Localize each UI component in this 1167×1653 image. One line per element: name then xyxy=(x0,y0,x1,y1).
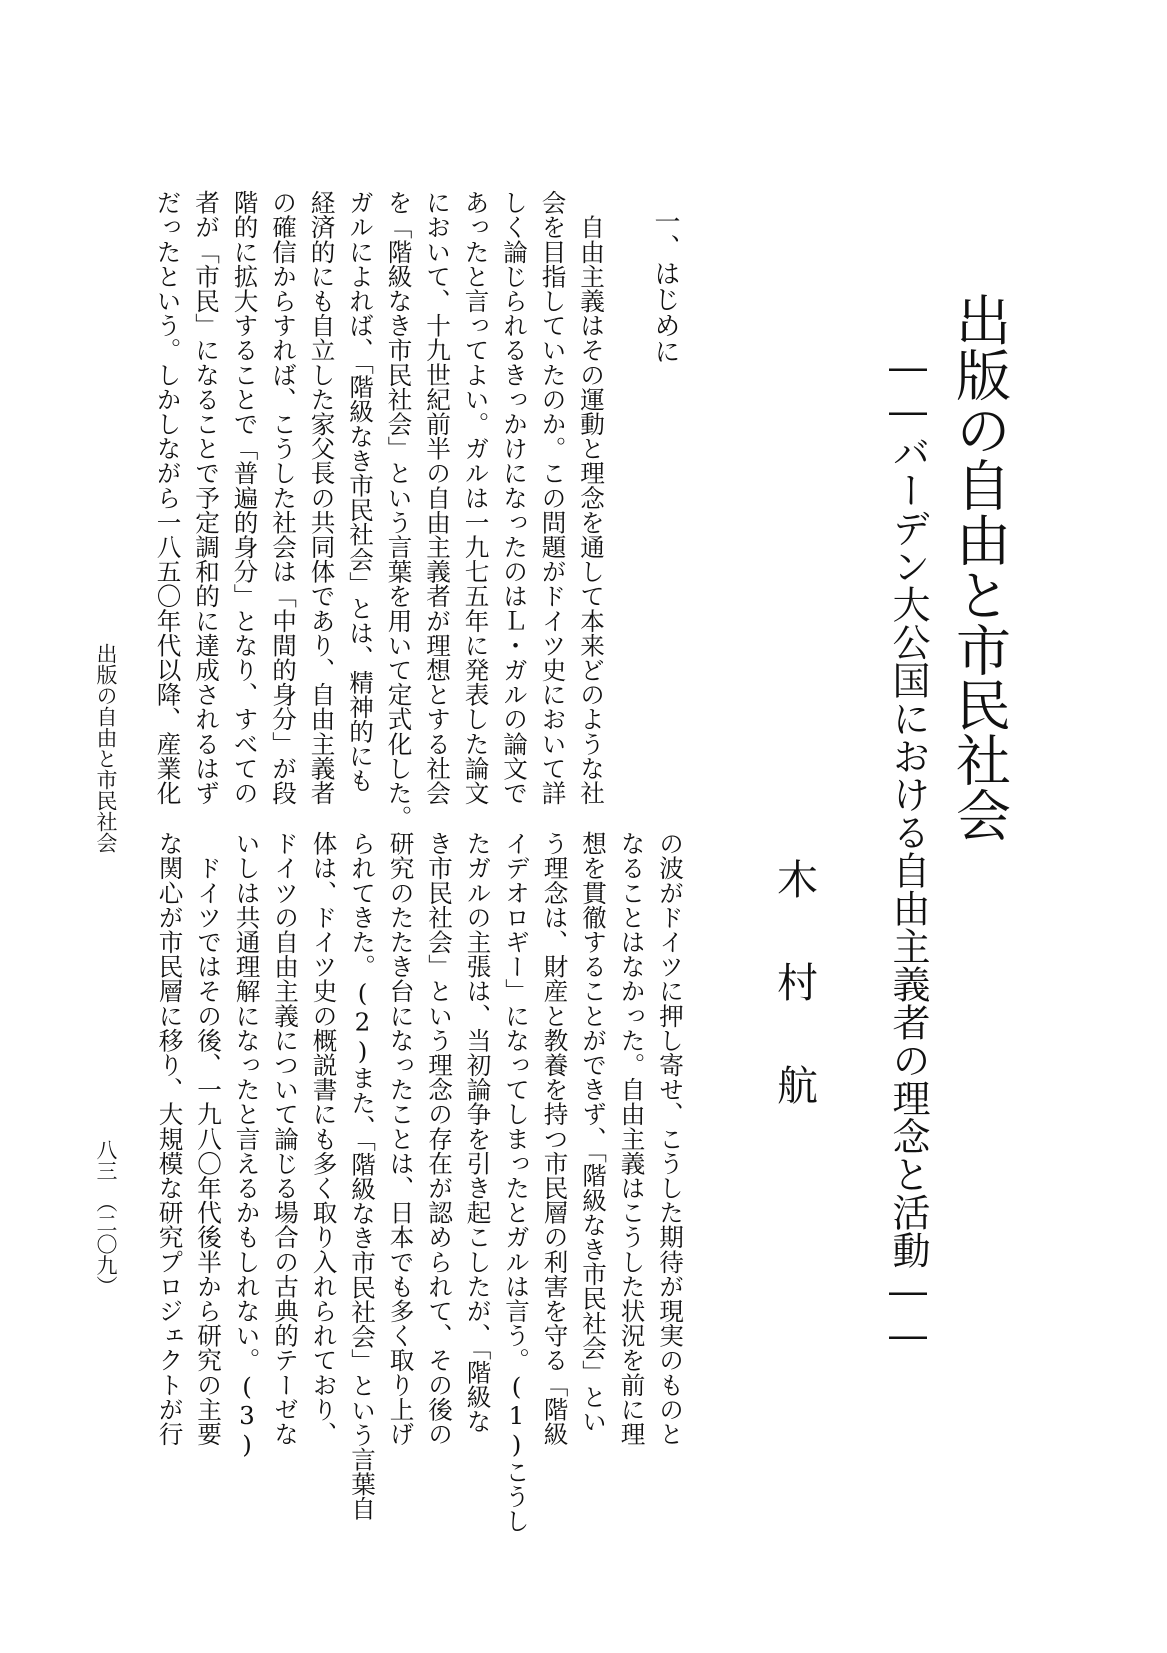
text-line: 自由主義はその運動と理念を通して本来どのような社 xyxy=(577,190,606,805)
running-title: 出版の自由と市民社会 xyxy=(94,643,118,853)
text-line: なることはなかった。自由主義はこうした状況を前に理 xyxy=(617,831,647,1446)
page-number: 八三 （二〇九） xyxy=(94,1139,118,1297)
text-line: な関心が市民層に移り、大規模な研究プロジェクトが行 xyxy=(155,831,185,1446)
text-line: だったという。しかしながら一八五〇年代以降、産業化 xyxy=(153,190,183,805)
text-line: られてきた。(2)また、「階級なき市民社会」という言葉自 xyxy=(348,831,377,1521)
text-line: の波がドイツに押し寄せ、こうした期待が現実のものと xyxy=(656,831,685,1446)
article-title: 出版の自由と市民社会 xyxy=(947,292,1011,842)
text-line: たガルの主張は、当初論争を引き起こしたが、「階級な xyxy=(463,831,493,1434)
text-line: 研究のたたき台になったことは、日本でも多く取り上げ xyxy=(386,831,416,1446)
section-heading: 一、はじめに xyxy=(650,208,680,364)
text-line: 階的に拡大することで「普遍的身分」となり、すべての xyxy=(230,190,260,805)
body-text-lower xyxy=(150,831,689,1533)
text-line: において、十九世紀前半の自由主義者が理想とする社会 xyxy=(423,190,452,805)
article-subtitle: ――バーデン大公国における自由主義者の理念と活動―― xyxy=(886,345,930,1357)
text-line: 会を目指していたのか。この問題がドイツ史において詳 xyxy=(538,190,568,805)
text-line: 経済的にも自立した家父長の共同体であり、自由主義者 xyxy=(307,190,337,805)
text-line: 想を貫徹することができず、「階級なき市民社会」とい xyxy=(579,831,608,1434)
text-line: を「階級なき市民社会」という言葉を用いて定式化した。 xyxy=(384,190,414,830)
text-line: ドイツではその後、一九八〇年代後半から研究の主要 xyxy=(194,831,223,1446)
text-line: 者が「市民」になることで予定調和的に達成されるはず xyxy=(192,190,221,805)
text-line: しく論じられるきっかけになったのはＬ・ガルの論文で xyxy=(500,190,529,805)
text-line: ガルによれば、「階級なき市民社会」とは、精神的にも xyxy=(346,190,375,793)
text-line: あったと言ってよい。ガルは一九七五年に発表した論文 xyxy=(461,190,491,805)
text-line: ドイツの自由主義について論じる場合の古典的テーゼな xyxy=(271,831,300,1446)
text-line: 体は、ドイツ史の概説書にも多く取り入れられており、 xyxy=(309,831,339,1446)
text-line: う理念は、財産と教養を持つ市民層の利害を守る「階級 xyxy=(540,831,570,1446)
text-line: き市民社会」という理念の存在が認められて、その後の xyxy=(425,831,454,1446)
text-line: の確信からすれば、こうした社会は「中間的身分」が段 xyxy=(269,190,298,805)
body-text-upper xyxy=(148,190,610,830)
author-name: 木村航 xyxy=(770,858,818,1167)
text-line: イデオロギー」になってしまったとガルは言う。(1)こうし xyxy=(502,831,531,1533)
text-line: いしは共通理解になったと言えるかもしれない。(3) xyxy=(232,831,262,1460)
